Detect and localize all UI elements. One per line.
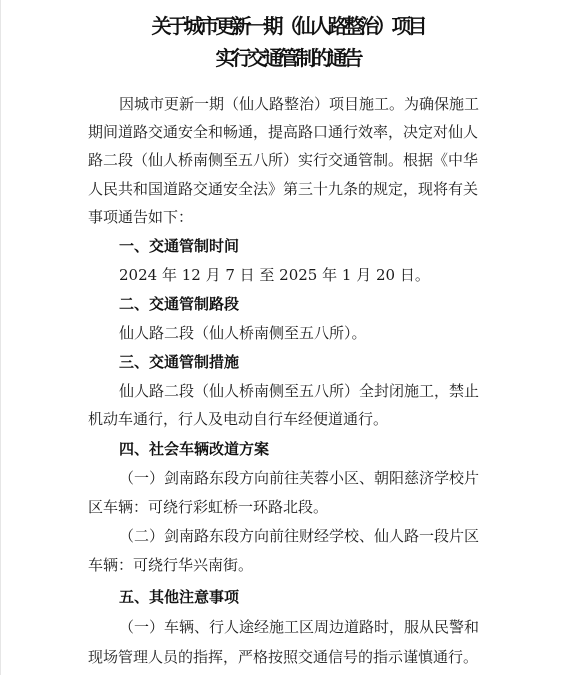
section-heading-other-notes: 五、其他注意事项 xyxy=(119,588,240,606)
intro-line: 期间道路交通安全和畅通，提高路口通行效率，决定对仙人 xyxy=(88,123,479,141)
section-heading-control-time: 一、交通管制时间 xyxy=(119,237,240,255)
section-heading-control-measures: 三、交通管制措施 xyxy=(119,353,240,371)
section-text: 仙人路二段（仙人桥南侧至五八所）全封闭施工，禁止 xyxy=(119,382,480,400)
section-heading-detour-plan: 四、社会车辆改道方案 xyxy=(119,440,270,458)
section-text: 机动车通行，行人及电动自行车经便道通行。 xyxy=(88,410,389,428)
section-text: （二）剑南路东段方向前往财经学校、仙人路一段片区 xyxy=(119,527,480,545)
section-text: 仙人路二段（仙人桥南侧至五八所）。 xyxy=(119,324,367,342)
intro-line: 事项通告如下： xyxy=(88,208,194,226)
page-edge xyxy=(0,0,1,675)
intro-line: 路二段（仙人桥南侧至五八所）实行交通管制。根据《中华 xyxy=(88,151,479,169)
section-heading-control-road: 二、交通管制路段 xyxy=(119,295,240,313)
notice-title-line-2: 实行交通管制的通告 xyxy=(215,46,360,70)
intro-line: 因城市更新一期（仙人路整治）项目施工。为确保施工 xyxy=(119,95,480,113)
section-text: 现场管理人员的指挥，严格按照交通信号的指示谨慎通行。 xyxy=(88,648,479,666)
section-text: 区车辆：可绕行彩虹桥一环路北段。 xyxy=(88,498,329,516)
section-text: 车辆：可绕行华兴南街。 xyxy=(88,556,254,574)
section-text: （一）车辆、行人途经施工区周边道路时，服从民警和 xyxy=(119,618,480,636)
intro-line: 人民共和国道路交通安全法》第三十九条的规定，现将有关 xyxy=(88,180,479,198)
section-text: 2024 年 12 月 7 日 至 2025 年 1 月 20 日。 xyxy=(119,266,430,284)
section-text: （一）剑南路东段方向前往芙蓉小区、朝阳慈济学校片 xyxy=(119,469,480,487)
notice-title-line-1: 关于城市更新一期（仙人路整治）项目 xyxy=(151,14,424,38)
